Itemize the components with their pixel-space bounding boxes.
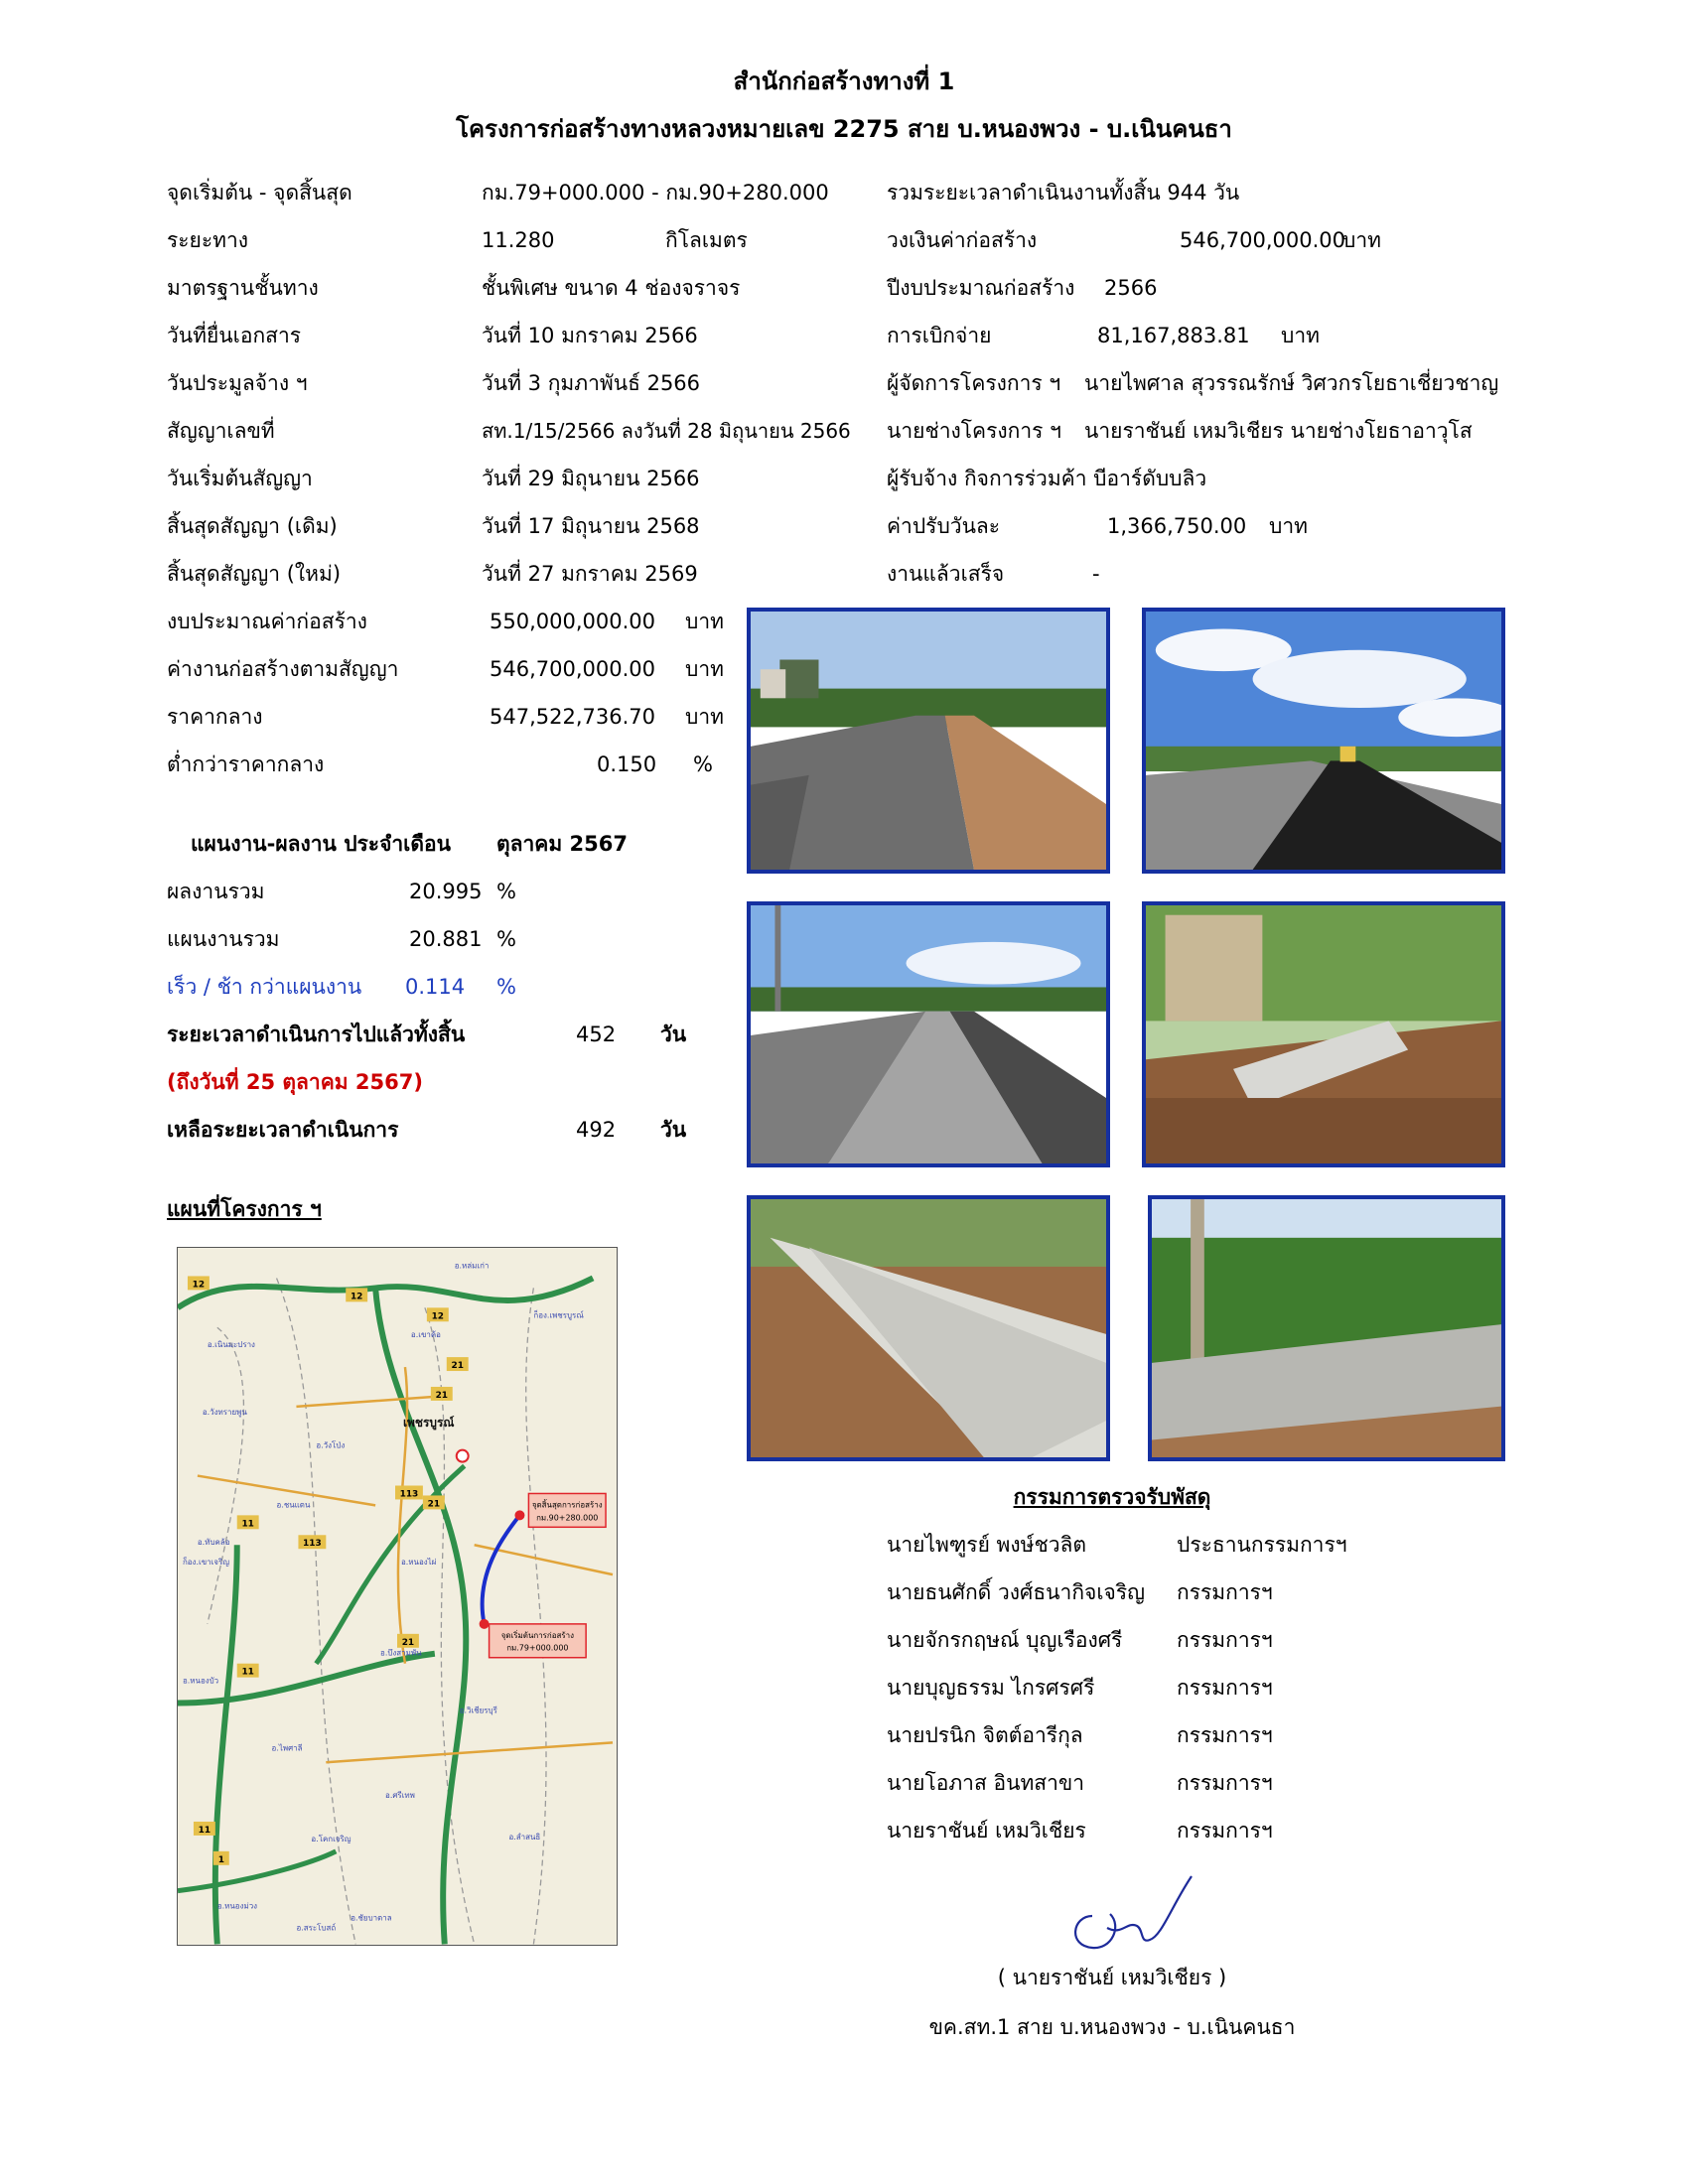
contract-price-label: ค่างานก่อสร้างตามสัญญา (167, 657, 399, 681)
actual-label: ผลงานรวม (167, 880, 265, 903)
map-route-8: 11 (198, 1825, 211, 1836)
map-end-label: จุดสิ้นสุดการก่อสร้าง (531, 1500, 603, 1510)
contract-end-new-value: วันที่ 27 มกราคม 2569 (482, 562, 698, 586)
plan-value: 20.881 (409, 927, 483, 951)
actual-value: 20.995 (409, 880, 483, 903)
committee-title: กรรมการตรวจรับพัสดุ (1013, 1485, 1211, 1509)
map-route-12: 21 (435, 1390, 449, 1401)
contract-price-value: 546,700,000.00 (490, 657, 655, 681)
contract-amount-unit: บาท (1342, 228, 1381, 252)
committee-member-role: กรรมการฯ (1177, 1676, 1273, 1700)
map-route-10: 113 (399, 1489, 419, 1500)
project-manager-value: นายไพศาล สุวรรณรักษ์ วิศวกรโยธาเชี่ยวชาญ (1084, 371, 1499, 395)
map-route-1: 12 (350, 1292, 363, 1302)
committee-member-role: ประธานกรรมการฯ (1177, 1533, 1347, 1557)
map-route-6: 11 (241, 1519, 254, 1530)
standard-label: มาตรฐานชั้นทาง (167, 276, 319, 300)
penalty-label: ค่าปรับวันละ (887, 514, 1001, 538)
photo-road-asphalt (747, 608, 1110, 874)
map-district-7: อ.บึงสามพัน (380, 1648, 422, 1658)
committee-member-name: นายไพฑูรย์ พงษ์ชวลิต (887, 1533, 1087, 1557)
contract-price-unit: บาท (685, 657, 724, 681)
map-district-18: ก็อง.เขาเจริญ (182, 1558, 230, 1568)
median-price-unit: บาท (685, 705, 724, 729)
map-start-km: กม.79+000.000 (506, 1643, 569, 1653)
map-route-9: 113 (303, 1539, 322, 1550)
contractor: ผู้รับจ้าง กิจการร่วมค้า บีอาร์ดับบลิว (887, 467, 1207, 490)
map-district-1: อ.เนินมะปราง (207, 1340, 255, 1350)
map-district-8: อ.วิเชียรบุรี (459, 1706, 497, 1715)
plan-label: แผนงานรวม (167, 927, 280, 951)
distance-unit: กิโลเมตร (665, 228, 748, 252)
diff-unit: % (496, 975, 516, 999)
start-end-label: จุดเริ่มต้น - จุดสิ้นสุด (167, 181, 352, 205)
below-median-value: 0.150 (597, 752, 657, 776)
disbursement-value: 81,167,883.81 (1097, 324, 1250, 347)
contract-no-label: สัญญาเลขที่ (167, 419, 275, 443)
penalty-value: 1,366,750.00 (1107, 514, 1247, 538)
submit-date-value: วันที่ 10 มกราคม 2566 (482, 324, 698, 347)
elapsed-unit: วัน (660, 1023, 687, 1046)
remaining-value: 492 (576, 1118, 617, 1142)
actual-unit: % (496, 880, 516, 903)
total-duration: รวมระยะเวลาดำเนินงานทั้งสิ้น 944 วัน (887, 181, 1240, 205)
committee-member-role: กรรมการฯ (1177, 1628, 1273, 1652)
budget-value: 550,000,000.00 (490, 610, 655, 633)
project-engineer-label: นายช่างโครงการ ฯ (887, 419, 1061, 443)
contract-end-new-label: สิ้นสุดสัญญา (ใหม่) (167, 562, 342, 586)
elapsed-label: ระยะเวลาดำเนินการไปแล้วทั้งสิ้น (167, 1023, 466, 1046)
progress-month: ตุลาคม 2567 (496, 832, 628, 856)
signature-mark (1053, 1866, 1201, 1966)
map-route-4: 21 (427, 1499, 441, 1510)
committee-member-name: นายปรนิก จิตต์อารีกุล (887, 1723, 1083, 1747)
photo-road-paving (1142, 608, 1505, 874)
project-manager-label: ผู้จัดการโครงการ ฯ (887, 371, 1061, 395)
committee-member-name: นายบุญธรรม ไกรศรศรี (887, 1676, 1095, 1700)
penalty-unit: บาท (1269, 514, 1308, 538)
below-median-unit: % (693, 752, 713, 776)
map-district-6: อ.หนองไผ่ (400, 1558, 437, 1568)
disbursement-label: การเบิกจ่าย (887, 324, 992, 347)
contract-amount-value: 546,700,000.00 (1180, 228, 1345, 252)
project-title: โครงการก่อสร้างทางหลวงหมายเลข 2275 สาย บ.หนองพวง - บ.เนินคนธา (456, 115, 1232, 143)
start-end-value: กม.79+000.000 - กม.90+280.000 (482, 181, 829, 205)
standard-value: ชั้นพิเศษ ขนาด 4 ช่องจราจร (482, 276, 741, 300)
contract-end-old-value: วันที่ 17 มิถุนายน 2568 (482, 514, 700, 538)
committee-member-role: กรรมการฯ (1177, 1723, 1273, 1747)
map-district-2: อ.วังทรายพูน (202, 1407, 247, 1417)
signature-position: ขค.สท.1 สาย บ.หนองพวง - บ.เนินคนธา (928, 2015, 1296, 2039)
photo-concrete-wall (1148, 1195, 1505, 1461)
project-map (177, 1247, 618, 1946)
remaining-unit: วัน (660, 1118, 687, 1142)
bid-date-label: วันประมูลจ้าง ฯ (167, 371, 308, 395)
elapsed-value: 452 (576, 1023, 617, 1046)
contract-start-value: วันที่ 29 มิถุนายน 2566 (482, 467, 700, 490)
contract-end-old-label: สิ้นสุดสัญญา (เดิม) (167, 514, 338, 538)
map-district-15: อ.หนองม่วง (216, 1901, 258, 1911)
budget-label: งบประมาณค่าก่อสร้าง (167, 610, 367, 633)
map-district-12: อ.ไพศาลี (271, 1743, 303, 1753)
map-route-2: 12 (431, 1311, 445, 1322)
budget-year-label: ปีงบประมาณก่อสร้าง (887, 276, 1075, 300)
map-district-4: อ.ชนแดน (276, 1500, 311, 1510)
photo-drain-pipes (1142, 901, 1505, 1167)
diff-label: เร็ว / ช้า กว่าแผนงาน (167, 975, 362, 999)
map-district-9: อ.ศรีเทพ (385, 1791, 415, 1801)
map-route-7: 11 (241, 1667, 254, 1678)
map-district-10: อ.โคกเจริญ (311, 1834, 352, 1843)
median-price-value: 547,522,736.70 (490, 705, 655, 729)
submit-date-label: วันที่ยื่นเอกสาร (167, 324, 302, 347)
map-district-0: อ.หล่มเก่า (454, 1261, 490, 1271)
median-price-label: ราคากลาง (167, 705, 263, 729)
completed-value: - (1092, 562, 1100, 586)
budget-unit: บาท (685, 610, 724, 633)
plan-unit: % (496, 927, 516, 951)
photo-pipe-trench (747, 1195, 1110, 1461)
diff-value: 0.114 (405, 975, 466, 999)
bid-date-value: วันที่ 3 กุมภาพันธ์ 2566 (482, 371, 701, 395)
map-district-3: อ.วังโป่ง (316, 1440, 346, 1450)
map-route-5: 21 (401, 1637, 415, 1648)
project-engineer-value: นายราชันย์ เหมวิเชียร นายช่างโยธาอาวุโส (1084, 419, 1473, 443)
map-end-km: กม.90+280.000 (536, 1513, 599, 1523)
budget-year-value: 2566 (1104, 276, 1158, 300)
contract-amount-label: วงเงินค่าก่อสร้าง (887, 228, 1038, 252)
committee-member-name: นายธนศักดิ์ วงศ์ธนากิจเจริญ (887, 1580, 1145, 1604)
map-district-11: อ.ลำสนธิ (508, 1832, 541, 1842)
map-route-0: 12 (192, 1280, 206, 1291)
map-district-16: อ.ทับคล้อ (197, 1538, 230, 1548)
committee-member-role: กรรมการฯ (1177, 1771, 1273, 1795)
contract-start-label: วันเริ่มต้นสัญญา (167, 467, 313, 490)
committee-member-role: กรรมการฯ (1177, 1819, 1273, 1843)
committee-member-name: นายโอภาส อินทสาขา (887, 1771, 1085, 1795)
disbursement-unit: บาท (1281, 324, 1320, 347)
distance-label: ระยะทาง (167, 228, 249, 252)
map-district-14: อ.สระโบสถ์ (296, 1923, 337, 1933)
map-district-5: อ.เขาค้อ (410, 1330, 441, 1340)
as-of-date: (ถึงวันที่ 25 ตุลาคม 2567) (167, 1070, 423, 1094)
committee-member-name: นายราชันย์ เหมวิเชียร (887, 1819, 1086, 1843)
committee-member-name: นายจักรกฤษณ์ บุญเรืองศรี (887, 1628, 1123, 1652)
below-median-label: ต่ำกว่าราคากลาง (167, 752, 325, 776)
map-district-19: อ.หนองบัว (182, 1676, 219, 1686)
map-district-17: ก็อง.เพชรบูรณ์ (533, 1310, 584, 1320)
map-route-11: 1 (217, 1854, 224, 1865)
signature-name: ( นายราชันย์ เหมวิเชียร ) (997, 1966, 1227, 1989)
map-district-13: อ.ชัยบาดาล (351, 1913, 392, 1923)
remaining-label: เหลือระยะเวลาดำเนินการ (167, 1118, 399, 1142)
map-route-3: 21 (451, 1361, 464, 1372)
contract-no-value: สท.1/15/2566 ลงวันที่ 28 มิถุนายน 2566 (482, 419, 851, 443)
map-city: เพชรบูรณ์ (402, 1415, 455, 1430)
map-title: แผนที่โครงการ ฯ (167, 1197, 322, 1221)
office-title: สำนักก่อสร้างทางที่ 1 (733, 68, 955, 95)
completed-label: งานแล้วเสร็จ (887, 562, 1005, 586)
distance-value: 11.280 (482, 228, 555, 252)
committee-member-role: กรรมการฯ (1177, 1580, 1273, 1604)
map-start-label: จุดเริ่มต้นการก่อสร้าง (500, 1630, 575, 1640)
progress-heading: แผนงาน-ผลงาน ประจำเดือน (191, 832, 451, 856)
photo-concrete-road (747, 901, 1110, 1167)
